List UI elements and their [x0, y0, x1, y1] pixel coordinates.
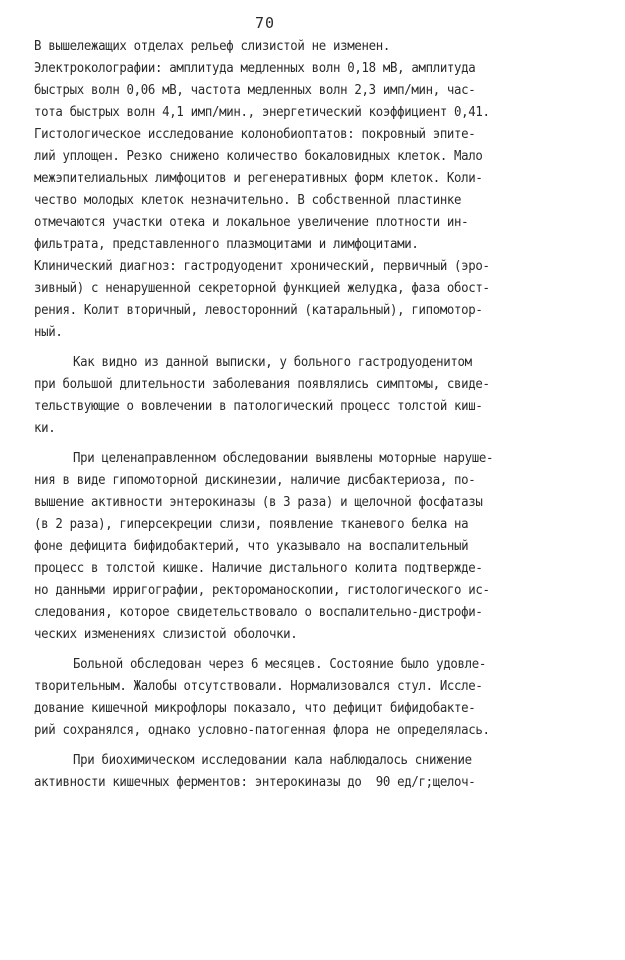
text-line: рий сохранялся, однако условно-патогенная флора не определялась.	[34, 723, 490, 738]
paragraph-gap	[34, 440, 594, 448]
text-line: следования, которое свидетельствовало о воспалительно-дистрофи-	[34, 605, 483, 620]
text-line: при большой длительности заболевания появлялись симптомы, свиде-	[34, 377, 490, 392]
text-line: чество молодых клеток незначительно. В собственной пластинке	[34, 193, 462, 208]
text-line: ческих изменениях слизистой оболочки.	[34, 627, 298, 642]
paragraph	[34, 654, 594, 742]
paragraph	[34, 36, 594, 344]
body-text	[34, 36, 594, 794]
text-line: При биохимическом исследовании кала наблюдалось снижение	[73, 753, 472, 768]
paragraph	[34, 750, 594, 794]
paragraph-gap	[34, 742, 594, 750]
text-line: тельствующие о вовлечении в патологический процесс толстой киш-	[34, 399, 483, 414]
text-line: лий уплощен. Резко снижено количество бокаловидных клеток. Мало	[34, 149, 483, 164]
text-line: Как видно из данной выписки, у больного гастродуоденитом	[73, 355, 472, 370]
text-line: Электроколографии: амплитуда медленных волн 0,18 мВ, амплитуда	[34, 61, 476, 76]
text-line: фильтрата, представленного плазмоцитами и лимфоцитами.	[34, 237, 419, 252]
text-line: процесс в толстой кишке. Наличие дистального колита подтвержде-	[34, 561, 483, 576]
page-number: 70	[254, 14, 276, 32]
text-line: межэпителиальных лимфоцитов и регенеративных форм клеток. Коли-	[34, 171, 483, 186]
text-line: ния в виде гипомоторной дискинезии, наличие дисбактериоза, по-	[34, 473, 476, 488]
text-line: быстрых волн 0,06 мВ, частота медленных волн 2,3 имп/мин, час-	[34, 83, 476, 98]
text-line: отмечаются участки отека и локальное увеличение плотности ин-	[34, 215, 469, 230]
text-line: Больной обследован через 6 месяцев. Состояние было удовле-	[73, 657, 486, 672]
paragraph	[34, 448, 594, 646]
text-line: Гистологическое исследование колонобиоптатов: покровный эпите-	[34, 127, 476, 142]
text-line: активности кишечных ферментов: энтерокиназы до 90 ед/г;щелоч-	[34, 775, 476, 790]
text-line: При целенаправленном обследовании выявлены моторные наруше-	[73, 451, 494, 466]
text-line: вышение активности энтерокиназы (в 3 раза) и щелочной фосфатазы	[34, 495, 483, 510]
text-line: фоне дефицита бифидобактерий, что указывало на воспалительный	[34, 539, 469, 554]
text-line: творительным. Жалобы отсутствовали. Нормализовался стул. Иссле-	[34, 679, 483, 694]
text-line: (в 2 раза), гиперсекреции слизи, появление тканевого белка на	[34, 517, 469, 532]
text-line: дование кишечной микрофлоры показало, что дефицит бифидобакте-	[34, 701, 476, 716]
text-line: В вышележащих отделах рельеф слизистой не изменен.	[34, 39, 390, 54]
text-line: зивный) с ненарушенной секреторной функцией желудка, фаза обост-	[34, 281, 490, 296]
paragraph-gap	[34, 344, 594, 352]
text-line: ный.	[34, 325, 63, 340]
text-line: рения. Колит вторичный, левосторонний (катаральный), гипомотор-	[34, 303, 483, 318]
paragraph-gap	[34, 646, 594, 654]
text-line: Клинический диагноз: гастродуоденит хронический, первичный (эро-	[34, 259, 490, 274]
text-line: ки.	[34, 421, 56, 436]
paragraph	[34, 352, 594, 440]
text-line: но данными ирригографии, ректороманоскопии, гистологического ис-	[34, 583, 490, 598]
text-line: тота быстрых волн 4,1 имп/мин., энергетический коэффициент 0,41.	[34, 105, 490, 120]
